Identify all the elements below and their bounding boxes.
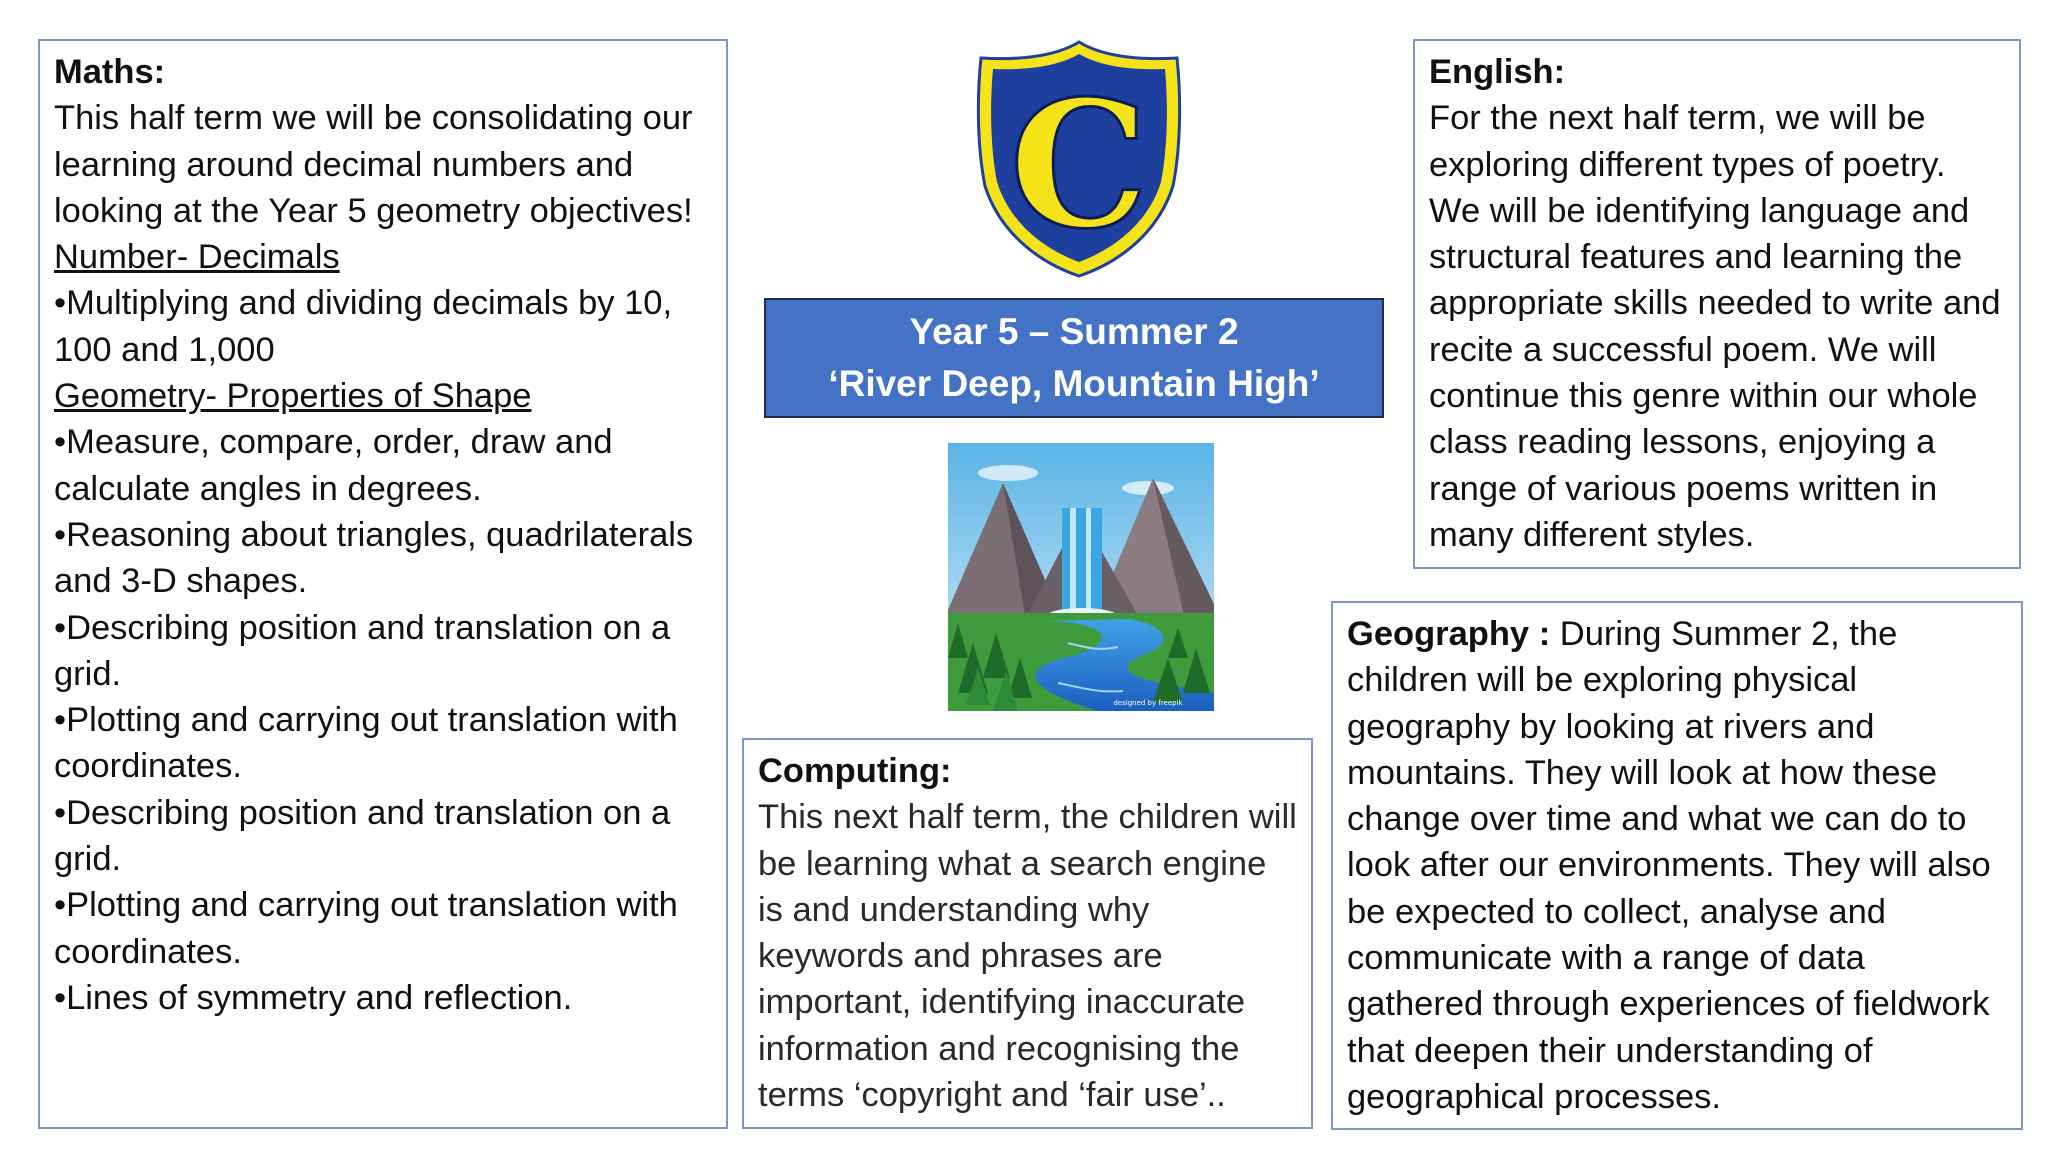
english-panel [1413,39,2021,569]
maths-bullet: •Multiplying and dividing decimals by 10, 100 and 1,000 [54,284,673,369]
maths-bullet: •Lines of symmetry and reflection. [54,978,573,1017]
title-banner [764,298,1384,418]
school-crest-logo [973,36,1185,280]
computing-body: This next half term, the children will be learning what a search engine is and understanding why keywords and phrases are important, identifying inaccurate information and recognising the terms ‘copyright and ‘fair use’.. [758,798,1297,1115]
computing-heading: Computing: [758,752,952,790]
illustration-credit: designed by freepik [1113,699,1183,707]
maths-panel [38,39,728,1129]
maths-intro: This half term we will be consolidating our learning around decimal numbers and looking at the Year 5 geometry objectives! [54,99,693,230]
maths-bullet: •Describing position and translation on a grid. [54,608,671,693]
geography-panel [1331,601,2023,1130]
geography-body: During Summer 2, the children will be exploring physical geography by looking at rivers and mountains. They will look at how these change over time and what we can do to look after our environments. They will also be expected to collect, analyse and communicate with a range of data gathered through experiences of fieldwork that deepen their understanding of geographical processes. [1347,615,1991,1116]
english-heading: English: [1429,53,1566,91]
geography-heading: Geography : [1347,615,1551,653]
banner-title: Year 5 – Summer 2 [909,311,1239,352]
english-body: For the next half term, we will be exploring different types of poetry. We will be identifying language and structural features and learning the appropriate skills needed to write and recite a successful poem. We will continue this genre within our whole class reading lessons, enjoying a range of various poems written in many different styles. [1429,99,2001,554]
maths-bullet: •Reasoning about triangles, quadrilaterals and 3-D shapes. [54,515,694,601]
maths-heading: Maths: [54,53,166,91]
crest-letter: C [1009,63,1149,268]
banner-topic: ‘River Deep, Mountain High’ [828,363,1320,404]
river-mountain-illustration [948,443,1214,711]
maths-subheading-decimals: Number- Decimals [54,238,340,277]
maths-bullet: •Plotting and carrying out translation with coordinates. [54,701,678,786]
maths-bullet: •Describing position and translation on a grid. [54,793,671,879]
computing-panel [742,738,1313,1129]
maths-subheading-geometry: Geometry- Properties of Shape [54,377,532,416]
maths-bullet: •Measure, compare, order, draw and calculate angles in degrees. [54,423,613,508]
maths-bullet: •Plotting and carrying out translation with coordinates. [54,886,678,971]
